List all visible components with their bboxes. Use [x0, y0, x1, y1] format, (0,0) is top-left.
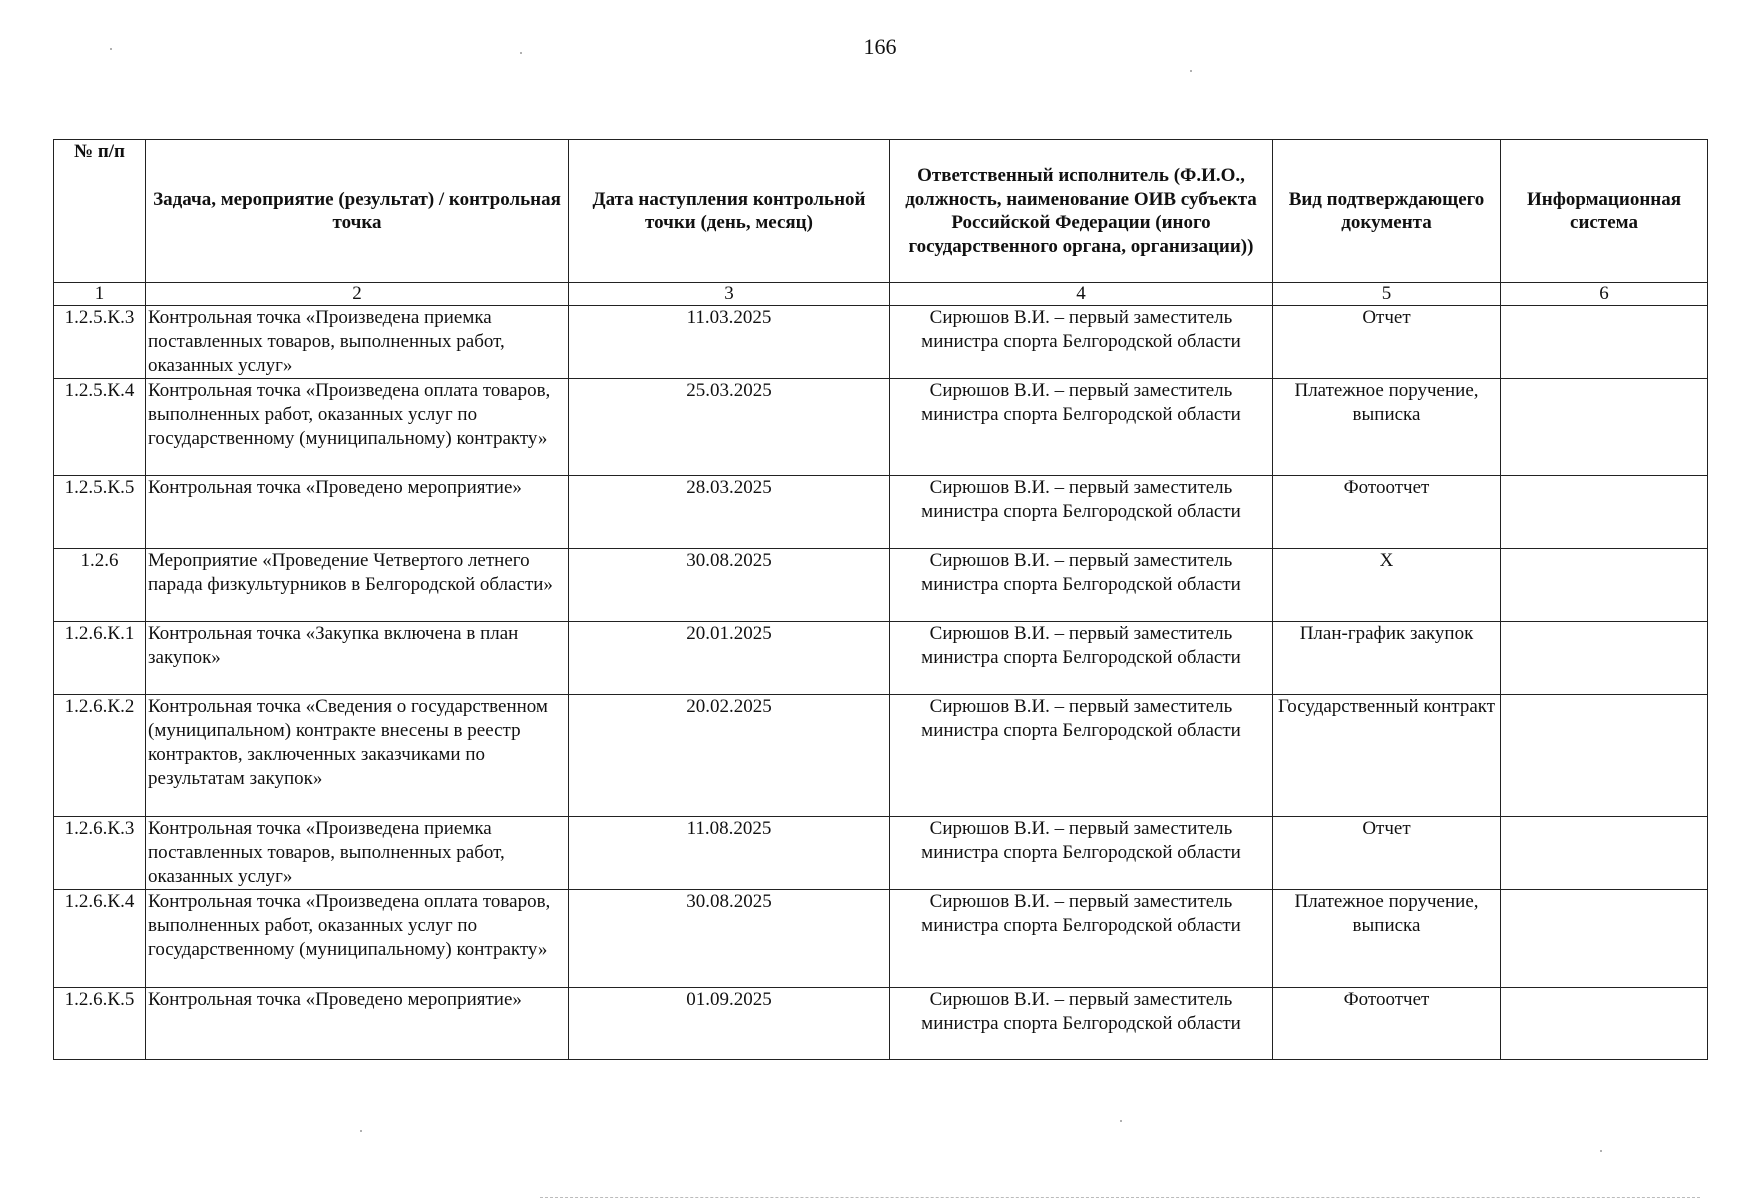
column-number: 3 — [569, 283, 890, 306]
cell-date: 30.08.2025 — [569, 890, 890, 988]
column-number: 4 — [890, 283, 1273, 306]
cell-system — [1501, 988, 1708, 1060]
cell-responsible: Сирюшов В.И. – первый заместитель министра спорта Белгородской области — [890, 890, 1273, 988]
header-document: Вид подтверждающего документа — [1273, 140, 1501, 283]
cell-document: Фотоотчет — [1273, 988, 1501, 1060]
cell-task: Контрольная точка «Проведено мероприятие» — [146, 988, 569, 1060]
cell-number: 1.2.6.К.4 — [54, 890, 146, 988]
page-number: 166 — [863, 34, 897, 59]
header-date: Дата наступления контрольной точки (день, месяц) — [569, 140, 890, 283]
cell-responsible: Сирюшов В.И. – первый заместитель министра спорта Белгородской области — [890, 695, 1273, 817]
cell-task: Мероприятие «Проведение Четвертого летнего парада физкультурников в Белгородской области» — [146, 549, 569, 622]
cell-responsible: Сирюшов В.И. – первый заместитель министра спорта Белгородской области — [890, 549, 1273, 622]
cell-task: Контрольная точка «Закупка включена в план закупок» — [146, 622, 569, 695]
cell-date: 28.03.2025 — [569, 476, 890, 549]
cell-responsible: Сирюшов В.И. – первый заместитель министра спорта Белгородской области — [890, 476, 1273, 549]
cell-task: Контрольная точка «Произведена приемка поставленных товаров, выполненных работ, оказанных услуг» — [146, 306, 569, 379]
cell-task: Контрольная точка «Проведено мероприятие» — [146, 476, 569, 549]
header-responsible: Ответственный исполнитель (Ф.И.О., должность, наименование ОИВ субъекта Российской Федерации (иного государственного органа, организации)) — [890, 140, 1273, 283]
cell-system — [1501, 890, 1708, 988]
cell-number: 1.2.6 — [54, 549, 146, 622]
table-row — [54, 890, 1708, 988]
cell-system — [1501, 817, 1708, 890]
column-number: 5 — [1273, 283, 1501, 306]
scan-speck — [1190, 70, 1192, 72]
cell-system — [1501, 549, 1708, 622]
table-row — [54, 476, 1708, 549]
table-header-row — [54, 140, 1708, 283]
table-row — [54, 379, 1708, 476]
cell-number: 1.2.5.К.5 — [54, 476, 146, 549]
cell-document: План-график закупок — [1273, 622, 1501, 695]
cell-document: Государственный контракт — [1273, 695, 1501, 817]
cell-task: Контрольная точка «Произведена оплата товаров, выполненных работ, оказанных услуг по государственному (муниципальному) контракту» — [146, 379, 569, 476]
scan-speck — [1600, 1150, 1602, 1152]
cell-responsible: Сирюшов В.И. – первый заместитель министра спорта Белгородской области — [890, 379, 1273, 476]
scan-speck — [1120, 1120, 1122, 1122]
column-number: 2 — [146, 283, 569, 306]
header-task: Задача, мероприятие (результат) / контрольная точка — [146, 140, 569, 283]
cell-system — [1501, 622, 1708, 695]
cell-document: Фотоотчет — [1273, 476, 1501, 549]
column-number: 6 — [1501, 283, 1708, 306]
cell-number: 1.2.6.К.3 — [54, 817, 146, 890]
cell-task: Контрольная точка «Сведения о государственном (муниципальном) контракте внесены в реестр контрактов, заключенных заказчиками по результатам закупок» — [146, 695, 569, 817]
cell-date: 20.01.2025 — [569, 622, 890, 695]
control-points-table — [53, 139, 1708, 1060]
cell-document: Отчет — [1273, 306, 1501, 379]
cell-document: Отчет — [1273, 817, 1501, 890]
header-system: Информационная система — [1501, 140, 1708, 283]
table-row — [54, 622, 1708, 695]
cell-task: Контрольная точка «Произведена приемка поставленных товаров, выполненных работ, оказанных услуг» — [146, 817, 569, 890]
cell-date: 20.02.2025 — [569, 695, 890, 817]
cell-responsible: Сирюшов В.И. – первый заместитель министра спорта Белгородской области — [890, 817, 1273, 890]
table-row — [54, 549, 1708, 622]
cell-date: 11.03.2025 — [569, 306, 890, 379]
cell-system — [1501, 695, 1708, 817]
cell-number: 1.2.6.К.2 — [54, 695, 146, 817]
header-number: № п/п — [54, 140, 146, 283]
cell-date: 30.08.2025 — [569, 549, 890, 622]
table-row — [54, 695, 1708, 817]
cell-document: Платежное поручение, выписка — [1273, 890, 1501, 988]
cell-number: 1.2.5.К.4 — [54, 379, 146, 476]
cell-responsible: Сирюшов В.И. – первый заместитель министра спорта Белгородской области — [890, 306, 1273, 379]
scan-speck — [110, 48, 112, 50]
scan-speck — [360, 1130, 362, 1132]
cell-number: 1.2.6.К.1 — [54, 622, 146, 695]
cell-document: Платежное поручение, выписка — [1273, 379, 1501, 476]
cell-date: 01.09.2025 — [569, 988, 890, 1060]
table-row — [54, 988, 1708, 1060]
cell-number: 1.2.5.К.3 — [54, 306, 146, 379]
cell-system — [1501, 379, 1708, 476]
table-row — [54, 817, 1708, 890]
cell-responsible: Сирюшов В.И. – первый заместитель министра спорта Белгородской области — [890, 622, 1273, 695]
scan-artifact-line — [540, 1197, 1700, 1198]
cell-document: Х — [1273, 549, 1501, 622]
column-number: 1 — [54, 283, 146, 306]
table-row — [54, 306, 1708, 379]
cell-task: Контрольная точка «Произведена оплата товаров, выполненных работ, оказанных услуг по государственному (муниципальному) контракту» — [146, 890, 569, 988]
cell-responsible: Сирюшов В.И. – первый заместитель министра спорта Белгородской области — [890, 988, 1273, 1060]
cell-date: 11.08.2025 — [569, 817, 890, 890]
cell-system — [1501, 476, 1708, 549]
cell-number: 1.2.6.К.5 — [54, 988, 146, 1060]
cell-date: 25.03.2025 — [569, 379, 890, 476]
scan-speck — [520, 52, 522, 54]
column-numbers-row — [54, 283, 1708, 306]
cell-system — [1501, 306, 1708, 379]
